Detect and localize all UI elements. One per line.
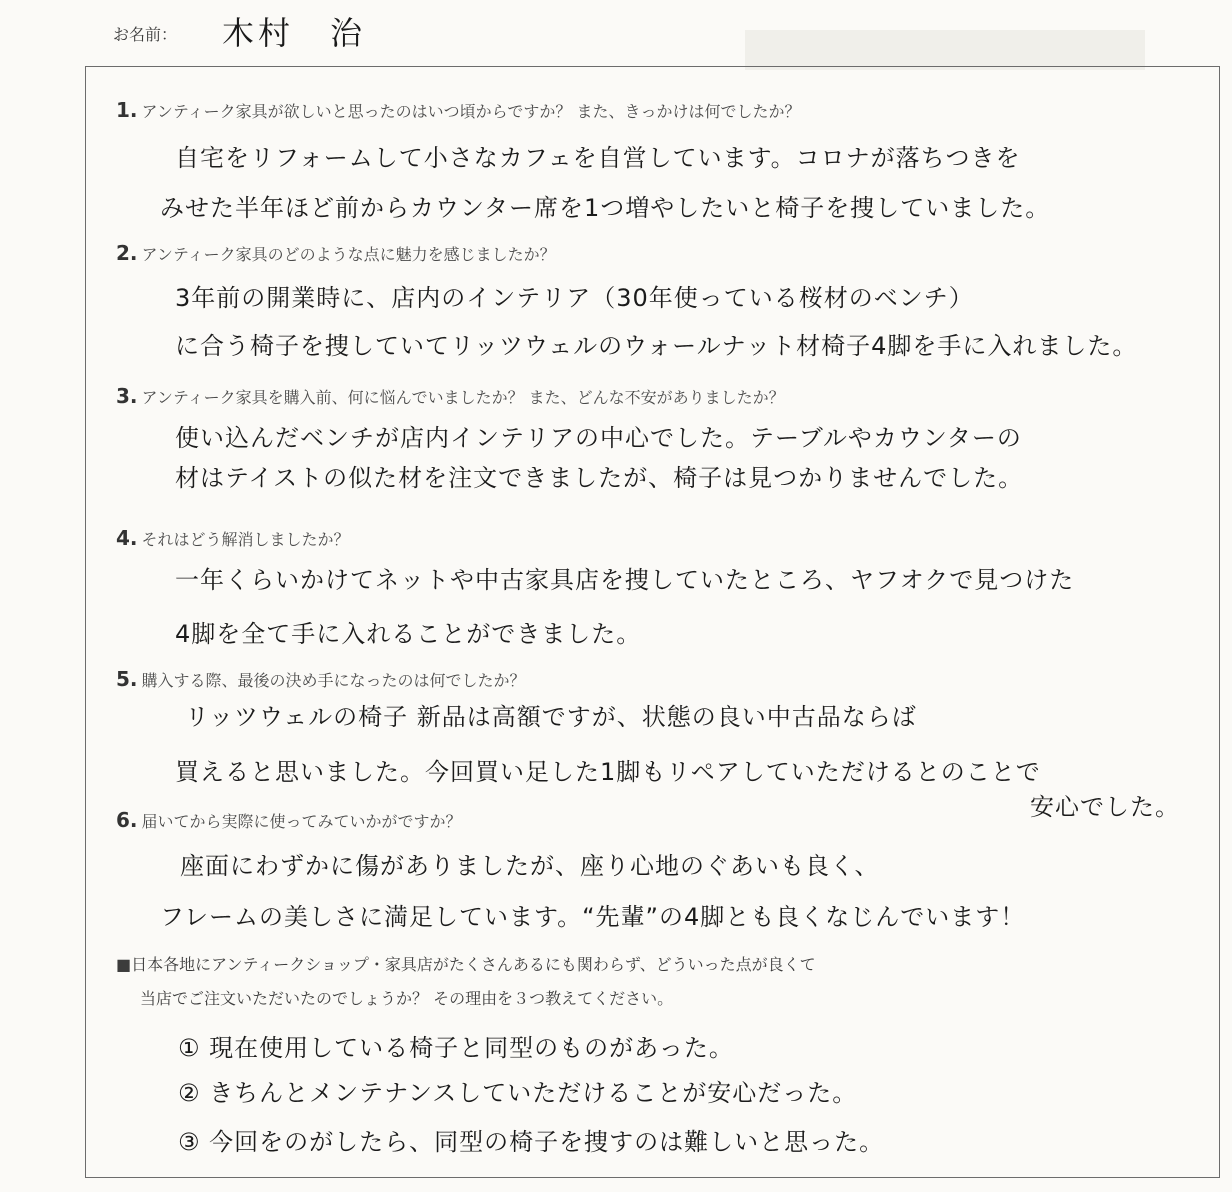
question-text: 購入する際、最後の決め手になったのは何でしたか？	[141, 671, 526, 690]
bleed-through	[745, 30, 1145, 70]
question-number: 1.	[116, 98, 138, 122]
reason-2: ② きちんとメンテナンスしていただけることが安心だった。	[178, 1079, 858, 1107]
answer-2-line-1: 3年前の開業時に、店内のインテリア（30年使っている桜材のベンチ）	[175, 284, 974, 312]
question-text: アンティーク家具のどのような点に魅力を感じましたか？	[141, 245, 556, 264]
answer-4-line-2: 4脚を全て手に入れることができました。	[175, 620, 642, 648]
answer-6-line-1: 座面にわずかに傷がありましたが、座り心地のぐあいも良く、	[180, 852, 880, 880]
answer-3-line-1: 使い込んだベンチが店内インテリアの中心でした。テーブルやカウンターの	[175, 424, 1022, 452]
question-4	[116, 526, 350, 550]
question-number: 5.	[116, 667, 138, 691]
question-number: 3.	[116, 384, 138, 408]
answer-2-line-2: に合う椅子を捜していてリッツウェルのウォールナット材椅子4脚を手に入れました。	[175, 332, 1138, 360]
answer-5-line-1: リッツウェルの椅子 新品は高額ですが、状態の良い中古品ならば	[185, 703, 917, 731]
question-6	[116, 808, 462, 832]
answer-4-line-1: 一年くらいかけてネットや中古家具店を捜していたところ、ヤフオクで見つけた	[175, 566, 1075, 594]
final-question-line-2: 当店でご注文いただいたのでしょうか？ その理由を３つ教えてください。	[140, 989, 674, 1008]
question-text: アンティーク家具を購入前、何に悩んでいましたか？ また、どんな不安がありましたか？	[141, 388, 785, 407]
answer-5-line-3: 安心でした。	[1030, 793, 1180, 821]
question-number: 4.	[116, 526, 138, 550]
question-text: それはどう解消しましたか？	[141, 530, 350, 549]
question-5	[116, 667, 526, 691]
reason-3: ③ 今回をのがしたら、同型の椅子を捜すのは難しいと思った。	[178, 1128, 885, 1156]
answer-1-line-1: 自宅をリフォームして小さなカフェを自営しています。コロナが落ちつきを	[175, 144, 1021, 172]
reason-1: ① 現在使用している椅子と同型のものがあった。	[178, 1034, 734, 1062]
question-number: 6.	[116, 808, 138, 832]
question-number: 2.	[116, 241, 138, 265]
answer-6-line-2: フレームの美しさに満足しています。“先輩”の4脚とも良くなじんでいます！	[160, 903, 1026, 931]
question-text: 届いてから実際に使ってみていかがですか？	[141, 812, 462, 831]
customer-name: 木村 治	[222, 14, 367, 52]
question-3	[116, 384, 785, 408]
name-label: お名前：	[113, 25, 178, 44]
question-1	[116, 98, 801, 122]
answer-1-line-2: みせた半年ほど前からカウンター席を1つ増やしたいと椅子を捜していました。	[160, 194, 1051, 222]
answer-3-line-2: 材はテイストの似た材を注文できましたが、椅子は見つかりませんでした。	[175, 464, 1024, 492]
answer-5-line-2: 買えると思いました。今回買い足した1脚もリペアしていただけるとのことで	[175, 758, 1041, 786]
final-question-line-1: ■日本各地にアンティークショップ・家具店がたくさんあるにも関わらず、どういった点が良くて	[116, 955, 816, 974]
question-2	[116, 241, 556, 265]
question-text: アンティーク家具が欲しいと思ったのはいつ頃からですか？ また、きっかけは何でしたか？	[141, 102, 801, 121]
